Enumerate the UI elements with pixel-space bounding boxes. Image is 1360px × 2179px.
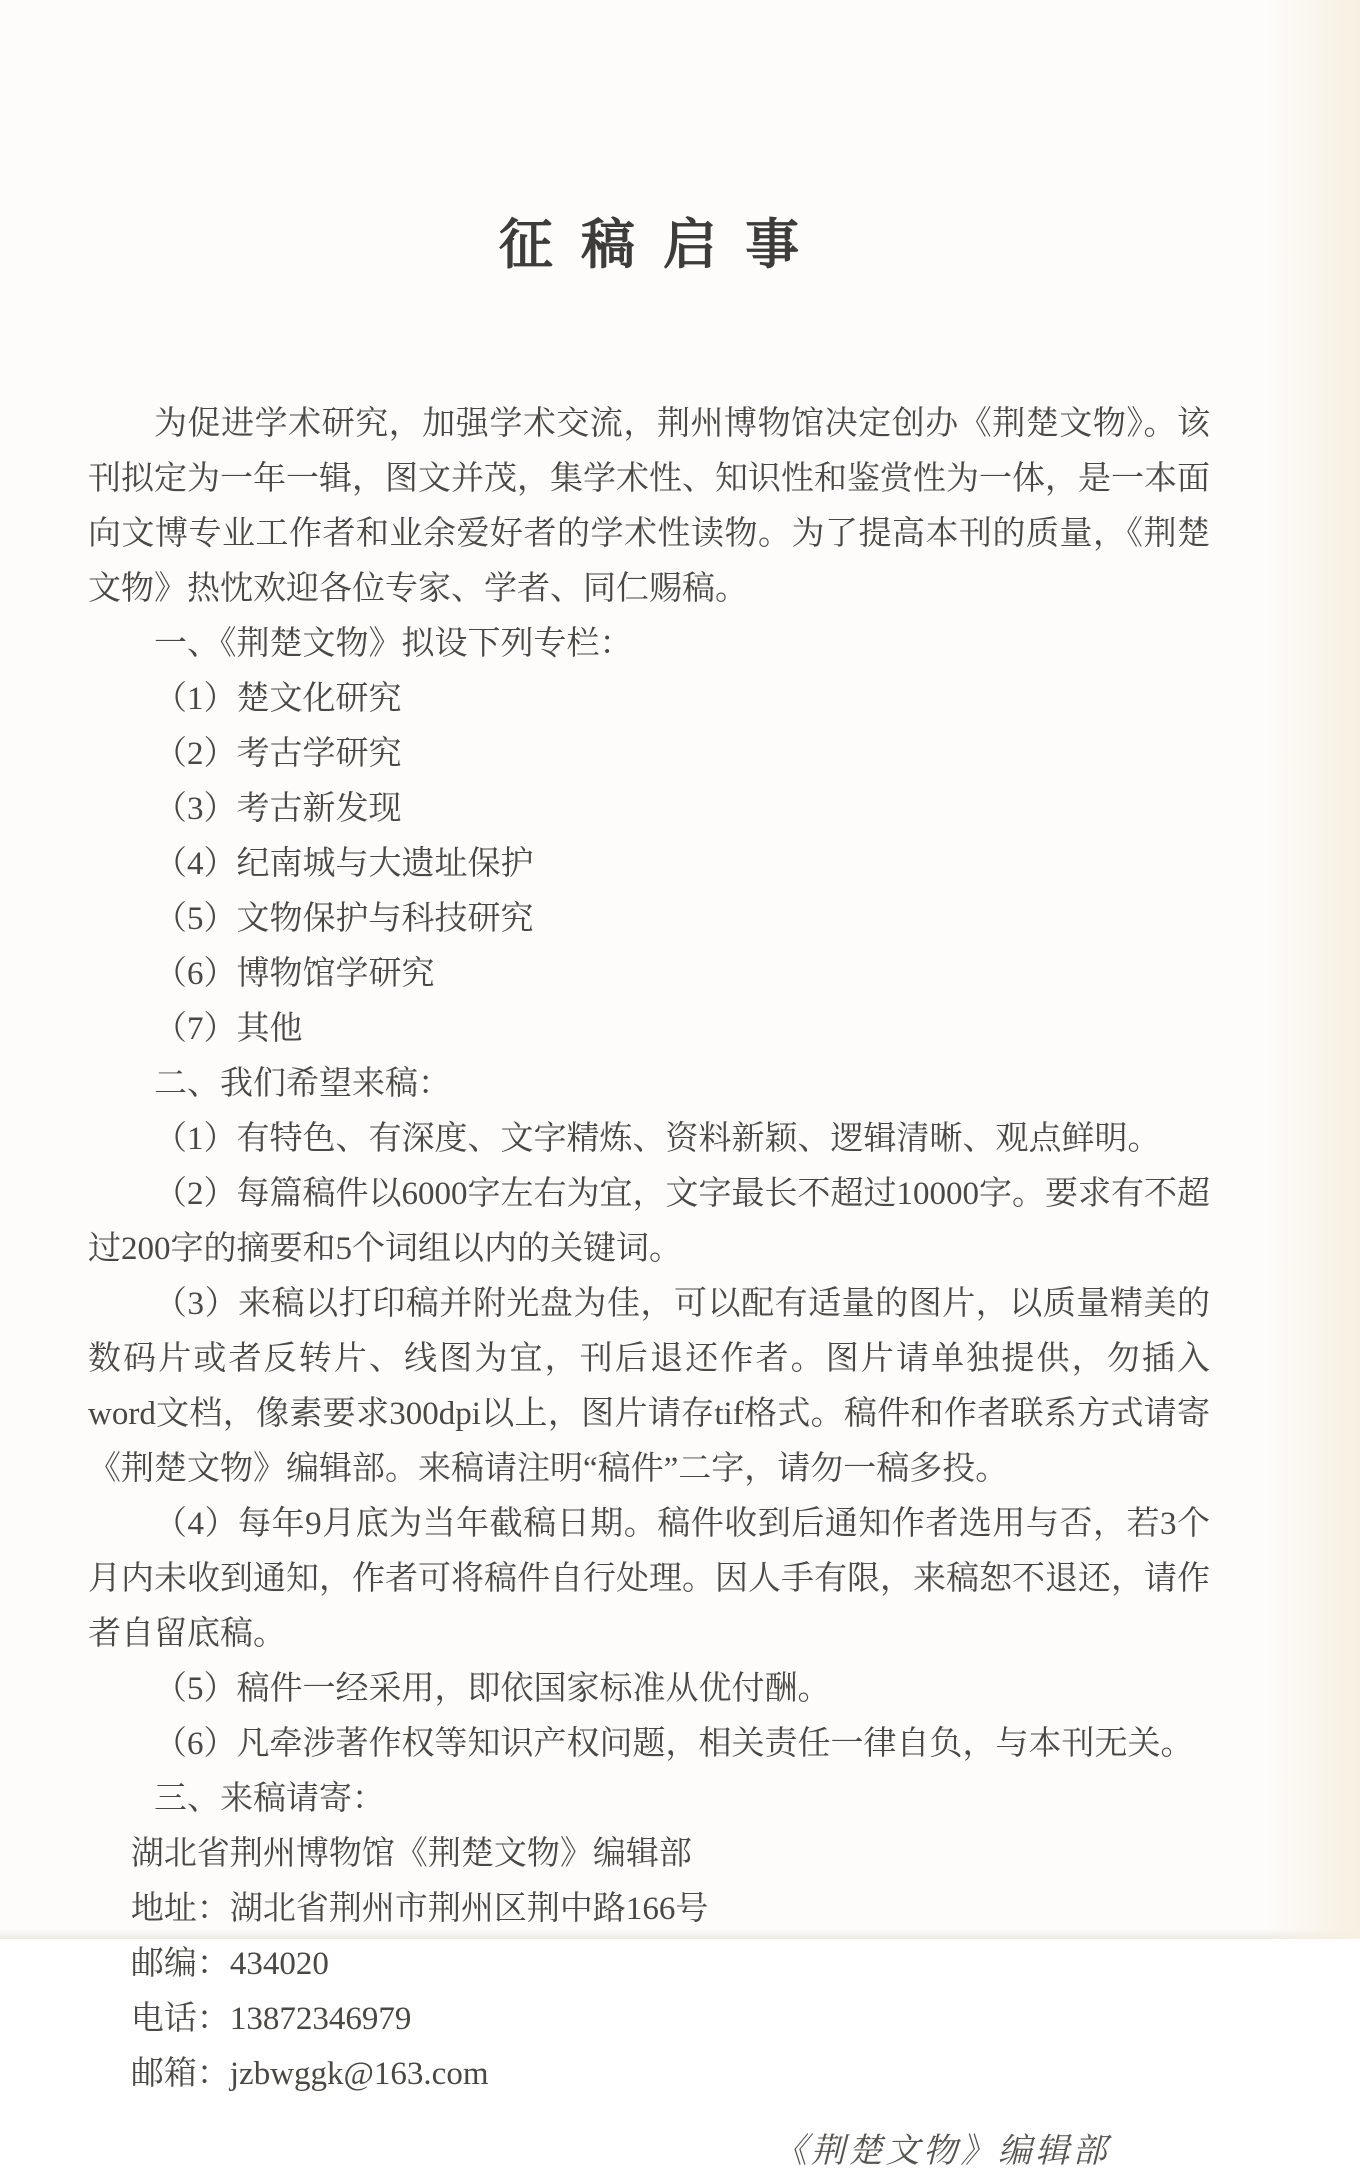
address-line: 地址：湖北省荆州市荆州区荆中路166号 bbox=[130, 1891, 709, 1927]
column-list-item-4: （4）纪南城与大遗址保护 bbox=[154, 846, 534, 882]
column-list-item-5: （5）文物保护与科技研究 bbox=[154, 901, 534, 937]
column-list-item-7: （7）其他 bbox=[154, 1011, 303, 1047]
submission-guideline-3: （3）来稿以打印稿并附光盘为佳，可以配有适量的图片，以质量精美的数码片或者反转片、线图为宜，刊后退还作者。图片请单独提供，勿插入word文档，像素要求300dpi以上，图片请存tif格式。稿件和作者联系方式请寄《荆楚文物》编辑部。来稿请注明“稿件”二字，请勿一稿多投。 bbox=[88, 1286, 1210, 1487]
postal-code-line: 邮编：434020 bbox=[130, 1946, 329, 1982]
column-list-item-3: （3）考古新发现 bbox=[154, 791, 402, 827]
submission-guideline-6: （6）凡牵涉著作权等知识产权问题，相关责任一律自负，与本刊无关。 bbox=[154, 1726, 1194, 1762]
submission-guideline-2: （2）每篇稿件以6000字左右为宜，文字最长不超过10000字。要求有不超过200字的摘要和5个词组以内的关键词。 bbox=[88, 1176, 1210, 1267]
submission-guideline-5: （5）稿件一经采用，即依国家标准从优付酬。 bbox=[154, 1671, 831, 1707]
intro-paragraph: 为促进学术研究，加强学术交流，荆州博物馆决定创办《荆楚文物》。该刊拟定为一年一辑，图文并茂，集学术性、知识性和鉴赏性为一体，是一本面向文博专业工作者和业余爱好者的学术性读物。为了提高本刊的质量，《荆楚文物》热忱欢迎各位专家、学者、同仁赐稿。 bbox=[88, 406, 1210, 607]
column-list-item-1: （1）楚文化研究 bbox=[154, 681, 402, 717]
column-list-item-6: （6）博物馆学研究 bbox=[154, 956, 435, 992]
section-2-heading: 二、我们希望来稿： bbox=[154, 1066, 451, 1102]
submission-guideline-1: （1）有特色、有深度、文字精炼、资料新颖、逻辑清晰、观点鲜明。 bbox=[154, 1121, 1161, 1157]
section-3-heading: 三、来稿请寄： bbox=[154, 1781, 385, 1817]
text-column bbox=[88, 0, 1210, 2179]
page-title: 征稿启事 bbox=[498, 215, 828, 275]
submission-guideline-4: （4）每年9月底为当年截稿日期。稿件收到后通知作者选用与否，若3个月内未收到通知，作者可将稿件自行处理。因人手有限，来稿恕不退还，请作者自留底稿。 bbox=[88, 1506, 1210, 1652]
email-line: 邮箱：jzbwggk@163.com bbox=[130, 2056, 489, 2092]
mailing-recipient-line: 湖北省荆州博物馆《荆楚文物》编辑部 bbox=[130, 1836, 692, 1872]
signature: 《荆楚文物》编辑部 bbox=[773, 2133, 1110, 2170]
phone-line: 电话：13872346979 bbox=[130, 2001, 412, 2037]
section-1-heading: 一、《荆楚文物》拟设下列专栏： bbox=[154, 626, 633, 662]
column-list-item-2: （2）考古学研究 bbox=[154, 736, 402, 772]
